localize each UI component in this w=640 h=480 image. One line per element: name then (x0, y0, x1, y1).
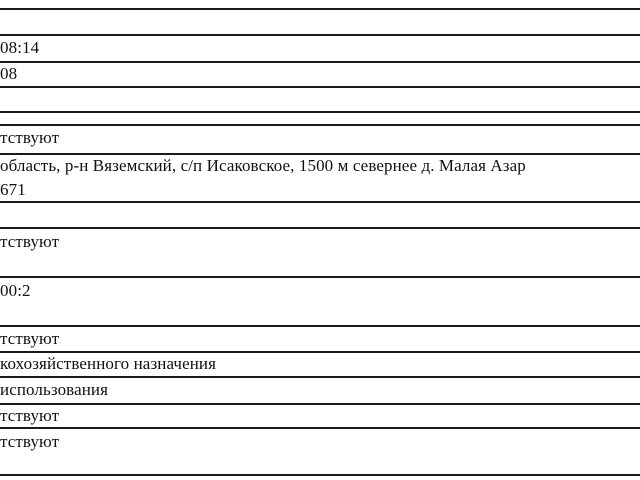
table-rule (0, 227, 640, 229)
cell-value: кохозяйственного назначения (0, 354, 217, 373)
cell-value: тствуют (0, 232, 60, 251)
table-rule (0, 124, 640, 126)
cell-value: 08 (0, 64, 18, 83)
cell-value: тствуют (0, 128, 60, 147)
table-rule (0, 276, 640, 278)
cell-value: тствуют (0, 432, 60, 451)
cell-value: использования (0, 380, 109, 399)
table-rule (0, 351, 640, 353)
cell-value: 671 (0, 180, 26, 199)
cell-value: 00:2 (0, 281, 31, 300)
table-rule (0, 61, 640, 63)
table-rule (0, 403, 640, 405)
table-rule (0, 201, 640, 203)
table-rule (0, 86, 640, 88)
table-rule (0, 34, 640, 36)
table-rule (0, 474, 640, 476)
table-rule (0, 427, 640, 429)
cell-value: область, р-н Вяземский, с/п Исаковское, 1500 м севернее д. Малая Азар (0, 156, 526, 175)
cell-value: 08:14 (0, 38, 40, 57)
table-rule (0, 153, 640, 155)
table-rule (0, 376, 640, 378)
table-rule (0, 8, 640, 10)
table-rule (0, 111, 640, 113)
cell-value: тствуют (0, 329, 60, 348)
cell-value: тствуют (0, 406, 60, 425)
table-rule (0, 325, 640, 327)
